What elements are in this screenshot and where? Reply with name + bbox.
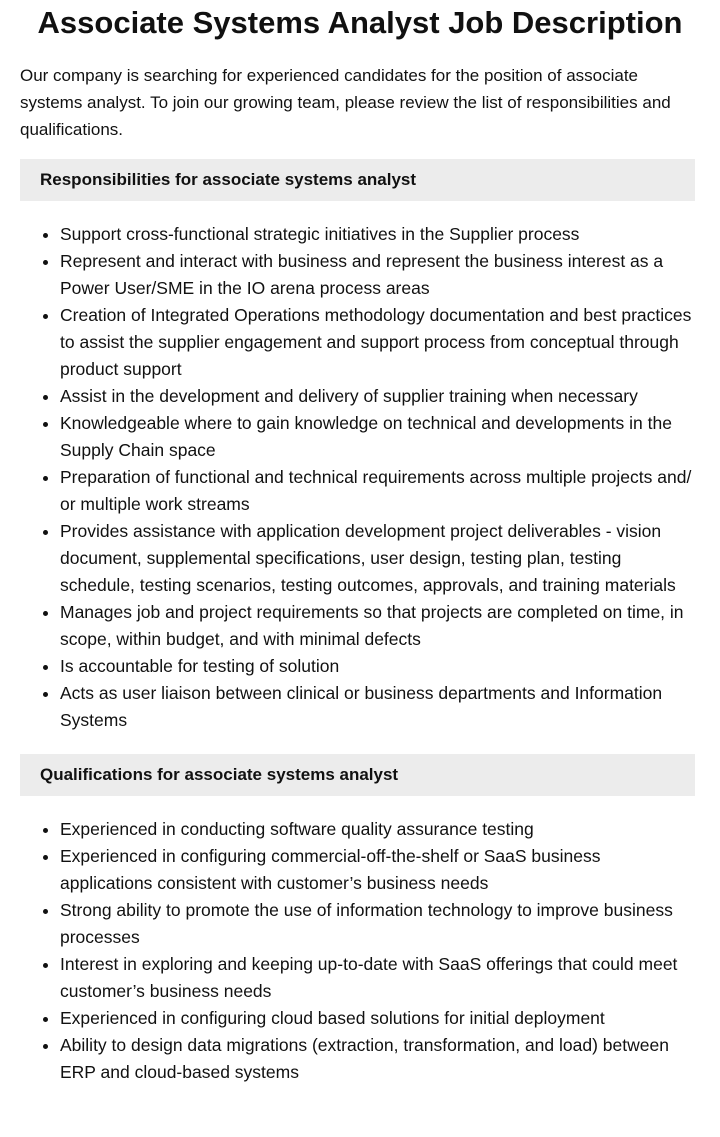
list-item: • Acts as user liaison between clinical or business departments and Information Systems [60, 680, 695, 734]
list-item: • Support cross-functional strategic initiatives in the Supplier process [60, 221, 695, 248]
list-item: • Provides assistance with application development project deliverables - vision document, supplemental specifications, user design, testing plan, testing schedule, testing scenarios, testing outcomes, approvals, and training materials [60, 518, 695, 599]
list-item: • Experienced in conducting software quality assurance testing [60, 816, 695, 843]
list-item: • Assist in the development and delivery of supplier training when necessary [60, 383, 695, 410]
responsibilities-list [20, 221, 695, 734]
list-item: • Knowledgeable where to gain knowledge on technical and developments in the Supply Chain space [60, 410, 695, 464]
list-item: • Is accountable for testing of solution [60, 653, 695, 680]
qualifications-list [20, 816, 695, 1086]
responsibilities-heading: Responsibilities for associate systems analyst [20, 159, 695, 201]
list-item: • Strong ability to promote the use of information technology to improve business processes [60, 897, 695, 951]
list-item: • Experienced in configuring commercial-off-the-shelf or SaaS business applications consistent with customer’s business needs [60, 843, 695, 897]
page-title: Associate Systems Analyst Job Description [37, 5, 683, 40]
qualifications-heading: Qualifications for associate systems analyst [20, 754, 695, 796]
list-item: • Creation of Integrated Operations methodology documentation and best practices to assist the supplier engagement and support process from conceptual through product support [60, 302, 695, 383]
list-item: • Ability to design data migrations (extraction, transformation, and load) between ERP and cloud-based systems [60, 1032, 695, 1086]
list-item: • Interest in exploring and keeping up-to-date with SaaS offerings that could meet customer’s business needs [60, 951, 695, 1005]
intro-text: Our company is searching for experienced candidates for the position of associate systems analyst. To join our growing team, please review the list of responsibilities and qualifications. [20, 66, 671, 139]
list-item: • Preparation of functional and technical requirements across multiple projects and/ or multiple work streams [60, 464, 695, 518]
list-item: • Experienced in configuring cloud based solutions for initial deployment [60, 1005, 695, 1032]
list-item: • Manages job and project requirements so that projects are completed on time, in scope, within budget, and with minimal defects [60, 599, 695, 653]
list-item: • Represent and interact with business and represent the business interest as a Power User/SME in the IO arena process areas [60, 248, 695, 302]
